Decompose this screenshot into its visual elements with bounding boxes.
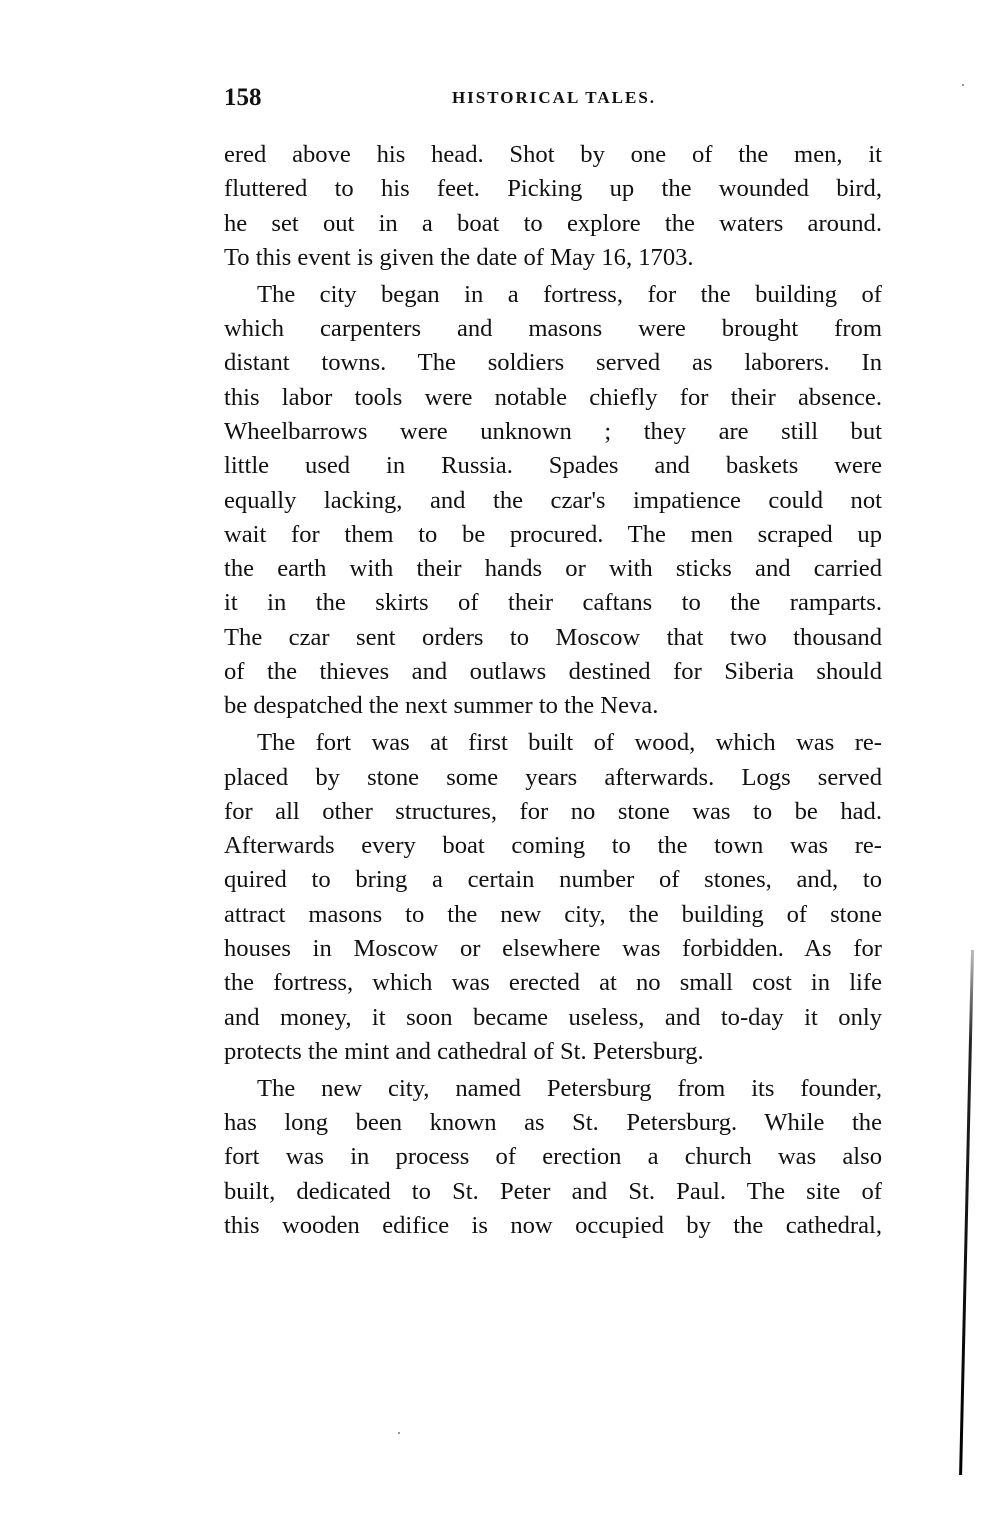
body-text	[224, 138, 882, 1243]
text-line: be despatched the next summer to the Neva.	[224, 692, 659, 720]
scan-speck	[962, 84, 964, 86]
text-line: protects the mint and cathedral of St. Petersburg.	[224, 1037, 704, 1065]
scan-speck	[398, 1432, 400, 1434]
text-line: ered above his head. Shot by one of the men, it	[224, 141, 882, 168]
text-line: placed by stone some years afterwards. Logs served	[224, 763, 882, 791]
text-line: wait for them to be procured. The men scraped up	[224, 520, 882, 548]
paragraph-1	[224, 138, 882, 275]
text-line: To this event is given the date of May 16, 1703.	[224, 243, 694, 271]
paragraph-3	[224, 726, 882, 1069]
text-line: he set out in a boat to explore the waters around.	[224, 209, 882, 237]
text-line: Wheelbarrows were unknown ; they are still but	[224, 417, 882, 445]
running-head	[224, 84, 884, 118]
text-line: equally lacking, and the czar's impatience could not	[224, 486, 882, 514]
text-line: The city began in a fortress, for the building of	[257, 280, 882, 308]
text-line: attract masons to the new city, the building of stone	[224, 900, 882, 928]
text-line: distant towns. The soldiers served as laborers. In	[224, 349, 882, 377]
page-number: 158	[224, 84, 262, 111]
text-line: this labor tools were notable chiefly for their absence.	[224, 383, 882, 411]
text-line: this wooden edifice is now occupied by the cathedral,	[224, 1211, 882, 1239]
text-line: it in the skirts of their caftans to the ramparts.	[224, 589, 882, 617]
running-head-title: HISTORICAL TALES.	[451, 88, 657, 107]
text-line: houses in Moscow or elsewhere was forbidden. As for	[224, 935, 882, 963]
text-line: fluttered to his feet. Picking up the wounded bird,	[224, 175, 882, 203]
text-line: quired to bring a certain number of stones, and, to	[224, 866, 882, 894]
text-line: The czar sent orders to Moscow that two thousand	[224, 623, 882, 651]
text-line: fort was in process of erection a church was also	[224, 1143, 882, 1171]
paragraph-2	[224, 278, 882, 724]
text-line: The fort was at first built of wood, which was re-	[257, 729, 882, 757]
text-line: which carpenters and masons were brought from	[224, 315, 882, 343]
text-line: the earth with their hands or with sticks and carried	[224, 555, 882, 583]
text-line: the fortress, which was erected at no small cost in life	[224, 969, 882, 997]
text-line: has long been known as St. Petersburg. While the	[224, 1109, 882, 1137]
text-line: The new city, named Petersburg from its founder,	[257, 1074, 882, 1102]
paragraph-4	[224, 1072, 882, 1243]
text-line: Afterwards every boat coming to the town was re-	[224, 832, 882, 860]
text-line: of the thieves and outlaws destined for Siberia should	[224, 658, 882, 686]
text-line: for all other structures, for no stone was to be had.	[224, 797, 882, 825]
text-line: little used in Russia. Spades and baskets were	[224, 452, 882, 480]
scan-edge-line	[959, 950, 974, 1475]
text-line: built, dedicated to St. Peter and St. Paul. The site of	[224, 1177, 882, 1205]
text-line: and money, it soon became useless, and to-day it only	[224, 1003, 882, 1031]
